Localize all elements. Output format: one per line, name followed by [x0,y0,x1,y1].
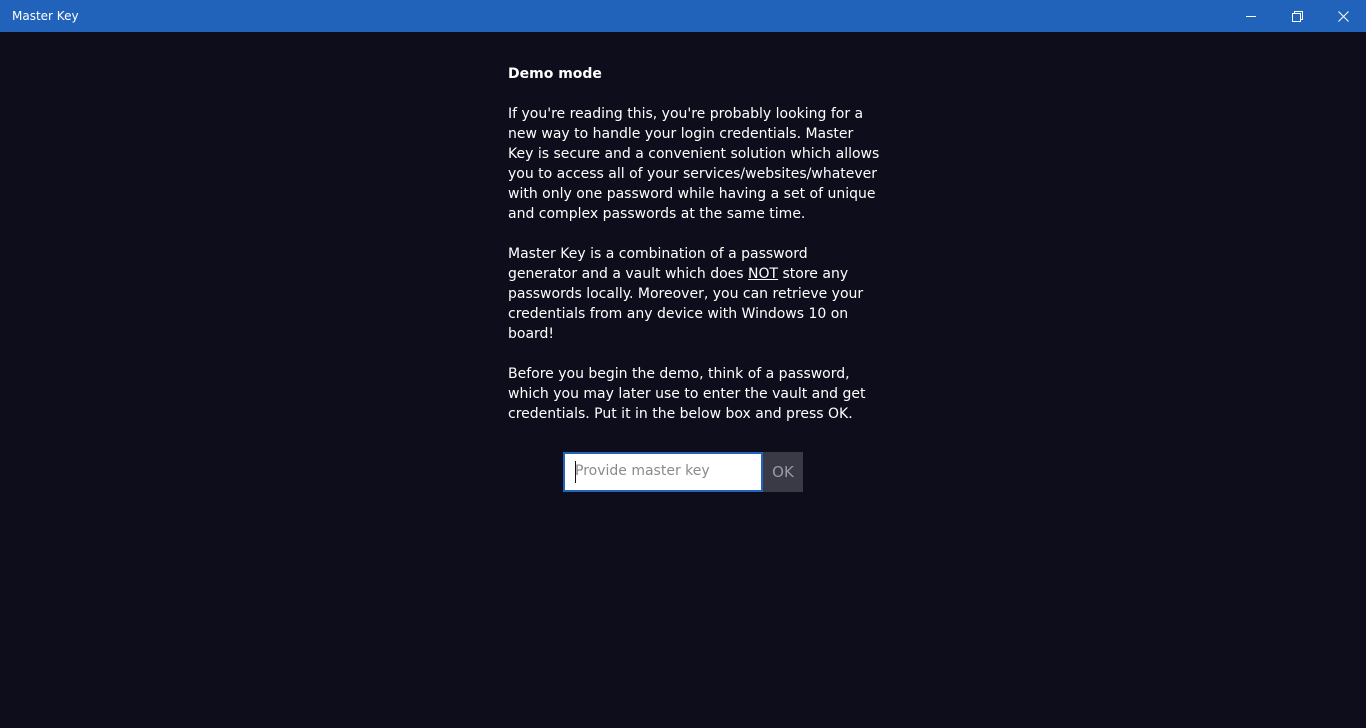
master-key-input[interactable] [565,454,761,490]
paragraph-line: Before you begin the demo, think of a password, [508,366,850,382]
paragraph-line: credentials from any device with Windows 10 on [508,306,849,322]
paragraph-line: board! [508,326,555,342]
paragraph-line: credentials. Put it in the below box and press OK. [508,406,853,422]
paragraph-line [508,264,868,284]
paragraph-line: you to access all of your services/websites/whatever [508,166,878,182]
restore-button[interactable] [1274,0,1320,32]
paragraph-line: with only one password while having a set of unique [508,186,876,202]
restore-icon [1292,11,1303,22]
page-title: Demo mode [508,66,602,82]
paragraph-line: which you may later use to enter the vault and get [508,386,866,402]
paragraph-line: and complex passwords at the same time. [508,206,806,222]
paragraph-line: passwords locally. Moreover, you can retrieve your [508,286,864,302]
intro-paragraph-2 [508,244,868,344]
text-segment: generator and a vault which does [508,266,749,282]
master-key-field[interactable] [563,452,763,492]
paragraph-line: Key is secure and a convenient solution which allows [508,146,880,162]
close-button[interactable] [1320,0,1366,32]
ok-button[interactable]: OK [763,452,803,492]
intro-panel [508,64,880,424]
minimize-icon [1246,11,1256,21]
paragraph-line: new way to handle your login credentials. Master [508,126,854,142]
title-bar [0,0,1366,32]
paragraph-line: If you're reading this, you're probably looking for a [508,106,864,122]
emphasis-not: NOT [748,266,779,282]
close-icon [1338,11,1349,22]
intro-paragraph-3 [508,364,868,424]
paragraph-line: Master Key is a combination of a password [508,246,808,262]
window-title: Master Key [12,9,79,23]
intro-paragraph-1 [508,104,880,224]
text-segment: store any [778,266,849,282]
minimize-button[interactable] [1228,0,1274,32]
text-caret [575,461,576,483]
